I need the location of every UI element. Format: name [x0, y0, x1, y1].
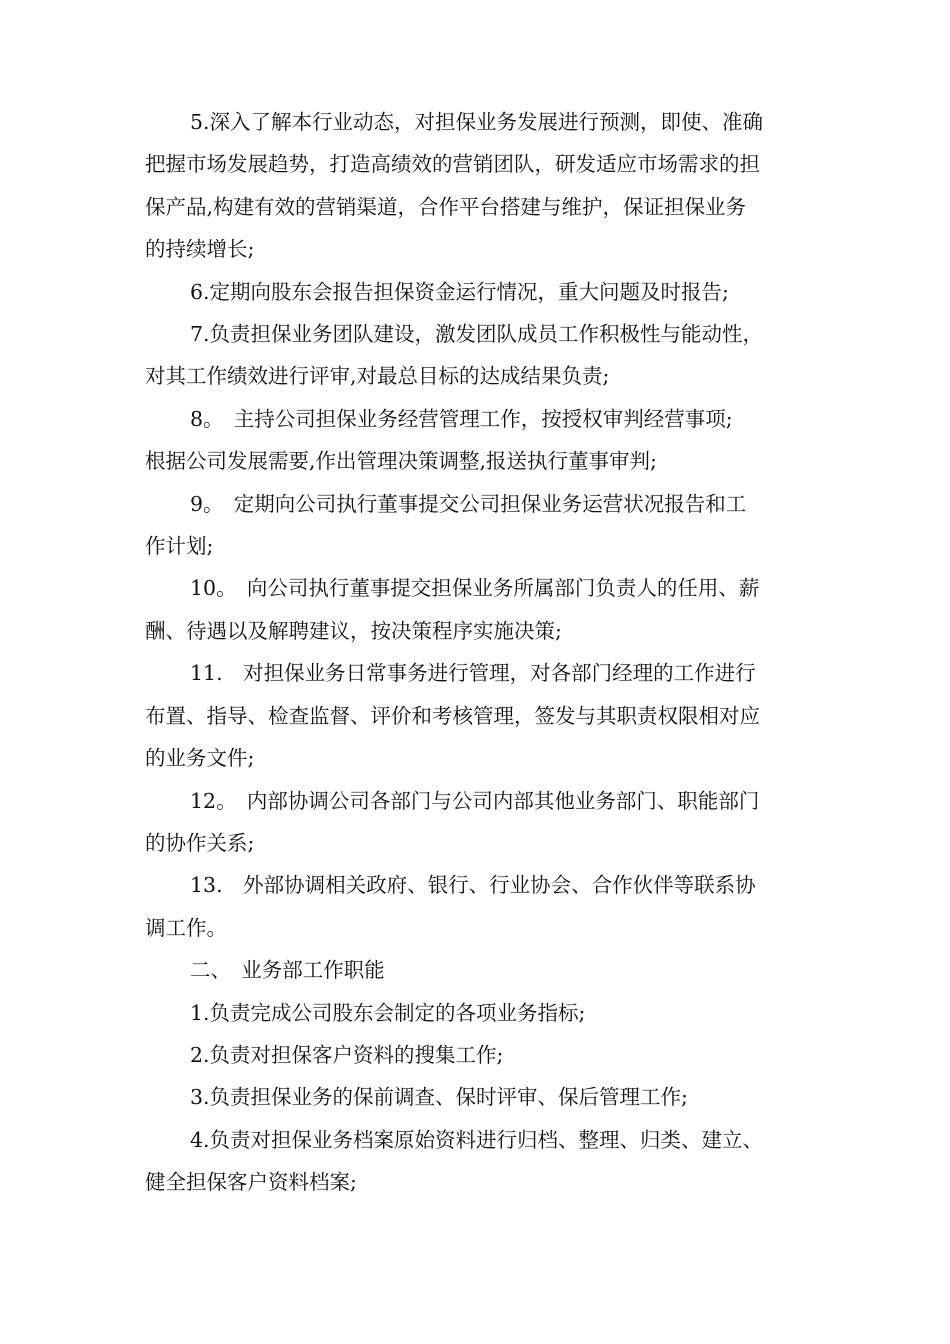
paragraph: [145, 780, 823, 865]
paragraph-line: 13. 外部协调相关政府、银行、行业协会、合作伙伴等联系协: [190, 873, 756, 898]
paragraph-line: 酬、待遇以及解聘建议，按决策程序实施决策;: [145, 618, 562, 643]
paragraph: [145, 313, 823, 398]
paragraph-line: 布置、指导、检查监督、评价和考核管理，签发与其职责权限相对应: [145, 703, 760, 728]
paragraph: [145, 271, 823, 313]
paragraph-line: 根据公司发展需要,作出管理决策调整,报送执行董事审判;: [145, 449, 657, 474]
paragraph: [145, 567, 823, 652]
paragraph-line: 的协作关系;: [145, 830, 255, 855]
paragraph: [145, 864, 823, 949]
paragraph-line: 9。 定期向公司执行董事提交公司担保业务运营状况报告和工: [190, 491, 747, 516]
paragraph-line: 健全担保客户资料档案;: [145, 1170, 357, 1195]
paragraph-line: 10。 向公司执行董事提交担保业务所属部门负责人的任用、薪: [190, 576, 760, 601]
paragraph-line: 对其工作绩效进行评审,对最总目标的达成结果负责;: [145, 364, 610, 389]
paragraph-line: 5.深入了解本行业动态，对担保业务发展进行预测，即使、准确: [190, 110, 764, 134]
paragraph-line: 保产品,构建有效的营销渠道，合作平台搭建与维护，保证担保业务: [145, 194, 747, 219]
paragraph-line: 6.定期向股东会报告担保资金运行情况，重大问题及时报告;: [190, 279, 729, 304]
paragraph: [145, 1119, 823, 1204]
paragraph-line: 7.负责担保业务团队建设，激发团队成员工作积极性与能动性，: [190, 322, 764, 347]
paragraph-line: 4.负责对担保业务档案原始资料进行归档、整理、归类、建立、: [190, 1127, 764, 1152]
paragraph: [145, 398, 823, 483]
document-body: [145, 101, 823, 1204]
paragraph-line: 12。 内部协调公司各部门与公司内部其他业务部门、职能部门: [190, 788, 760, 813]
paragraph: [145, 101, 823, 271]
paragraph: [145, 652, 823, 779]
paragraph: [145, 992, 823, 1034]
paragraph-line: 的持续增长;: [145, 237, 255, 262]
paragraph-line: 把握市场发展趋势，打造高绩效的营销团队，研发适应市场需求的担: [145, 152, 760, 177]
paragraph-line: 2.负责对担保客户资料的搜集工作;: [190, 1042, 504, 1067]
paragraph-line: 1.负责完成公司股东会制定的各项业务指标;: [190, 1000, 586, 1025]
paragraph-line: 8。 主持公司担保业务经营管理工作，按授权审判经营事项;: [190, 406, 733, 431]
paragraph: [145, 483, 823, 568]
paragraph: [145, 1034, 823, 1076]
paragraph: [145, 1076, 823, 1118]
paragraph: [145, 949, 823, 991]
paragraph-line: 的业务文件;: [145, 746, 255, 771]
paragraph-line: 3.负责担保业务的保前调查、保时评审、保后管理工作;: [190, 1085, 688, 1110]
paragraph-line: 作计划;: [145, 534, 214, 559]
paragraph-line: 二、 业务部工作职能: [190, 958, 385, 983]
paragraph-line: 11. 对担保业务日常事务进行管理，对各部门经理的工作进行: [190, 661, 756, 686]
paragraph-line: 调工作。: [145, 915, 227, 940]
